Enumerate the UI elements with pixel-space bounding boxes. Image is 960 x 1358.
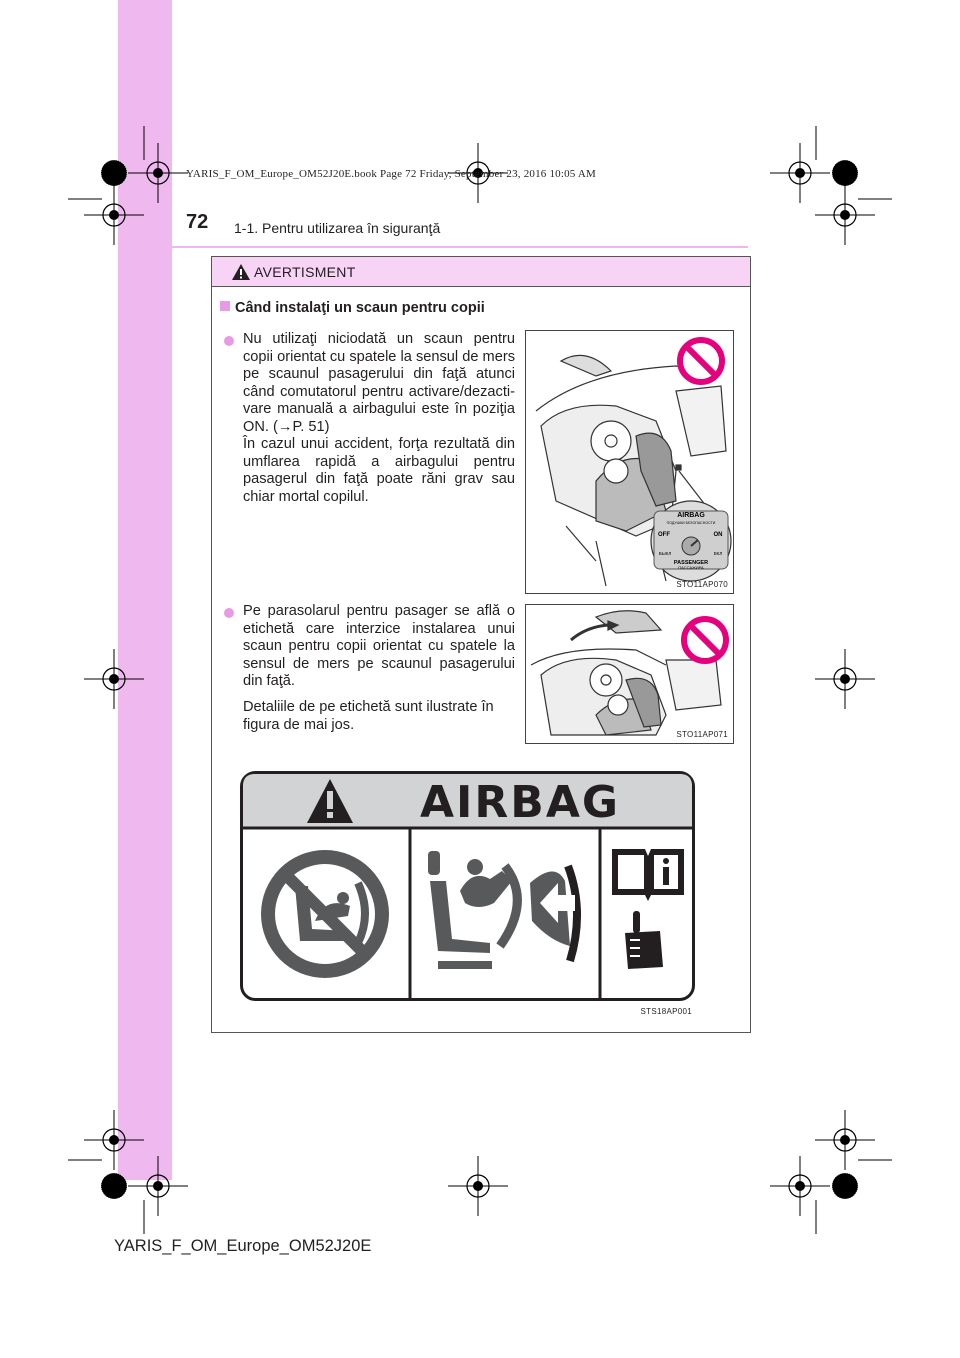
sun-visor-illustration bbox=[526, 605, 733, 743]
header-rule bbox=[122, 246, 748, 248]
airbag-switch-callout bbox=[651, 501, 731, 581]
page-number: 72 bbox=[186, 211, 209, 233]
svg-text:ВЫКЛ: ВЫКЛ bbox=[658, 551, 672, 556]
square-bullet-icon bbox=[220, 301, 230, 311]
no-child-seat-icon bbox=[261, 850, 389, 978]
figure-code: STS18AP001 bbox=[640, 1007, 692, 1016]
svg-text:ПАССАЖИРА: ПАССАЖИРА bbox=[678, 565, 704, 570]
footer-doc-id: YARIS_F_OM_Europe_OM52J20E bbox=[114, 1237, 372, 1255]
figure-code: STO11AP071 bbox=[676, 730, 728, 739]
bullet1-text: Nu utilizaţi niciodată un scaun pentru copii orientat cu spatele la sensul de mers pe scaunul pasagerului din faţă atunci când comutatorul pentru activare/dezacti- vare manuală a airbagului este în poziţia ON. (→P. 51) În cazul unui accident, forţa rezultată din umflarea rapidă a airbagului pentru pasagerul din faţă poate răni grav sau chiar mortal copilul. bbox=[243, 331, 515, 505]
svg-text:OFF: OFF bbox=[658, 532, 670, 538]
label-title: AIRBAG bbox=[419, 777, 621, 828]
warning-label: AVERTISMENT bbox=[254, 264, 356, 280]
svg-text:ВКЛ: ВКЛ bbox=[713, 551, 723, 556]
book-info: YARIS_F_OM_Europe_OM52J20E.book Page 72 Friday, September 23, 2016 10:05 AM bbox=[186, 168, 596, 180]
svg-text:ПОДУШКИ БЕЗОПАСНОСТИ: ПОДУШКИ БЕЗОПАСНОСТИ bbox=[666, 521, 716, 525]
figure-sun-visor-label bbox=[525, 604, 734, 744]
bullet-icon bbox=[224, 336, 234, 346]
subheading bbox=[220, 300, 485, 316]
bullet-icon bbox=[224, 608, 234, 618]
figure-code: STO11AP070 bbox=[676, 580, 728, 589]
subheading-text: Când instalaţi un scaun pentru copii bbox=[235, 300, 485, 316]
warning-header bbox=[212, 257, 750, 287]
warning-box bbox=[211, 256, 751, 1033]
svg-text:PASSENGER: PASSENGER bbox=[673, 560, 709, 566]
no-sign-icon bbox=[684, 619, 726, 661]
no-sign-icon bbox=[680, 340, 722, 382]
warning-triangle-icon bbox=[231, 263, 251, 281]
bullet2-note: Detaliile de pe etichetă sunt ilustrate în figura de mai jos. bbox=[243, 699, 494, 733]
figure-rear-facing-seat-switch bbox=[525, 330, 734, 594]
svg-text:AIRBAG: AIRBAG bbox=[677, 512, 705, 519]
airbag-label-figure bbox=[240, 771, 695, 1016]
car-interior-illustration bbox=[526, 331, 733, 593]
section-title: 1-1. Pentru utilizarea în siguranţă bbox=[234, 220, 441, 236]
bullet2-text: Pe parasolarul pentru pasager se află o etichetă care interzice instalarea unui scaun pentru copii orientat cu spatele la sensul de mers pe scaunul pasagerului din faţă. bbox=[243, 603, 515, 689]
svg-text:ON: ON bbox=[713, 532, 723, 538]
airbag-label-illustration bbox=[240, 771, 695, 1001]
